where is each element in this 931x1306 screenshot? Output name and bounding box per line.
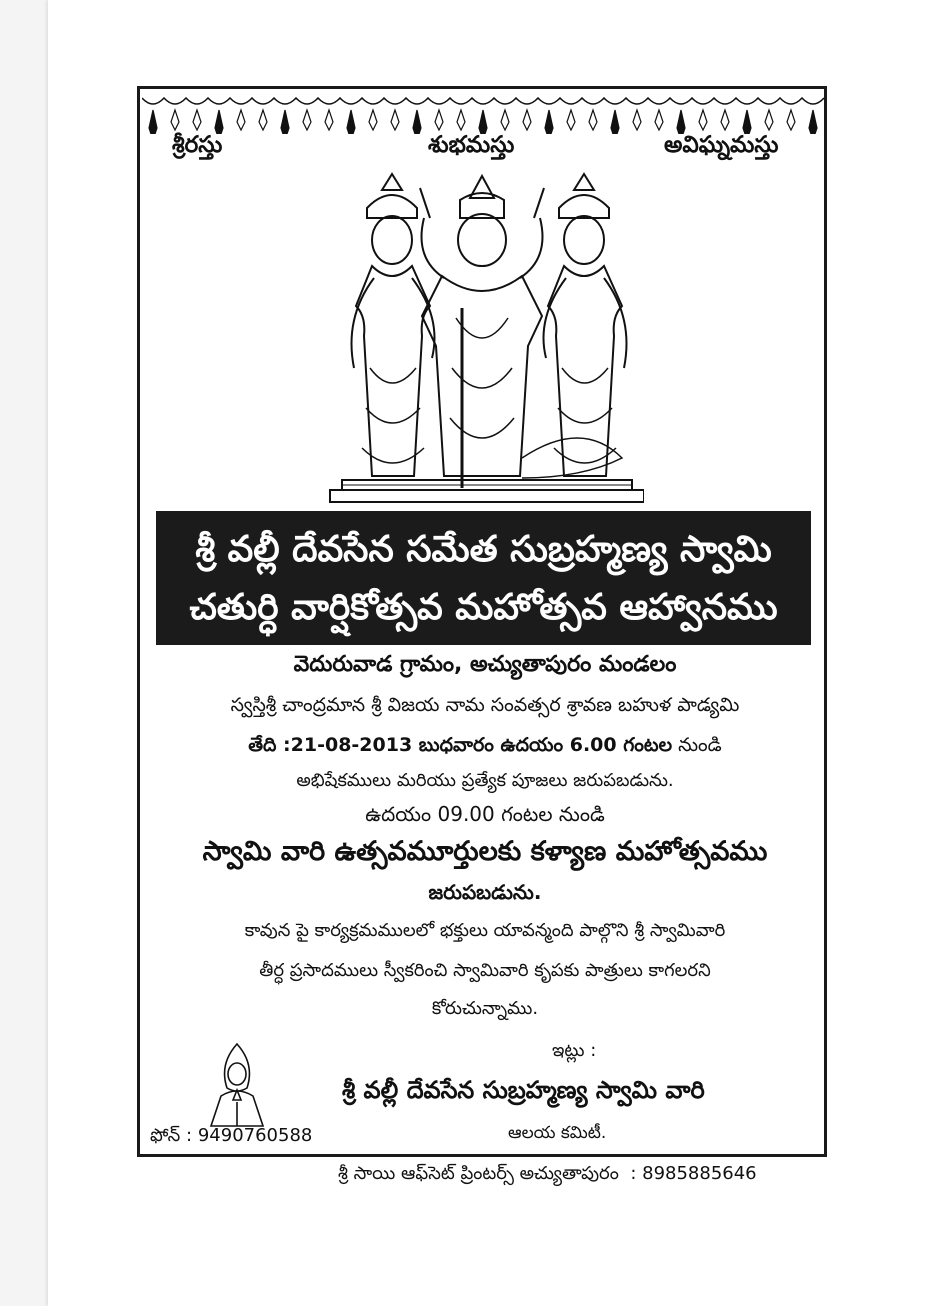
- signatory: శ్రీ వల్లీ దేవసేన సుబ్రహ్మణ్య స్వామి వారి: [342, 1076, 705, 1104]
- committee-label: ఆలయ కమిటీ.: [508, 1123, 607, 1143]
- date-line: [150, 734, 820, 761]
- date-line-rest: నుండి: [672, 734, 722, 756]
- morning-time-line: ఉదయం 09.00 గంటల నుండి: [365, 802, 605, 826]
- blessing-shubhamastu: శుభమస్తు: [428, 132, 515, 158]
- blessing-shrirastu: శ్రీరస్తు: [172, 132, 223, 158]
- blessing-avighnamastu: అవిఘ్నమస్తు: [664, 132, 779, 158]
- kalyanam-line: స్వామి వారి ఉత్సవమూర్తులకు కళ్యాణ మహోత్సవము: [202, 836, 768, 867]
- title-banner: [156, 511, 811, 645]
- year-line: స్వస్తిశ్రీ చాంద్రమాన శ్రీ విజయ నామ సంవత్సర శ్రావణ బహుళ పాడ్యమి: [230, 694, 740, 716]
- itlu-label: ఇట్లు :: [552, 1040, 597, 1061]
- held-line: జరుపబడును.: [428, 880, 542, 904]
- deity-illustration: [322, 168, 644, 508]
- printer-phone: : 8985885646: [630, 1163, 757, 1184]
- phone-line: [150, 1125, 312, 1150]
- namaste-woman-illustration: [207, 1040, 267, 1132]
- date-line-bold: తేది :21-08-2013 బుధవారం ఉదయం 6.00 గంటల: [248, 734, 673, 756]
- abhishekam-line: అభిషేకములు మరియు ప్రత్యేక పూజలు జరుపబడును.: [296, 770, 674, 791]
- title-line-2: చతుర్ధి వార్షికోత్సవ మహోత్సవ ఆహ్వానము: [189, 587, 778, 628]
- phone-label: ఫోన్ :: [150, 1125, 193, 1146]
- printer-name: శ్రీ సాయి ఆఫ్‌సెట్ ప్రింటర్స్ అచ్యుతాపురం: [338, 1163, 619, 1184]
- place-line: వెదురువాడ గ్రామం, అచ్యుతాపురం మండలం: [293, 652, 677, 677]
- invite-line-1: కావున పై కార్యక్రమములలో భక్తులు యావన్మంది పాల్గొని శ్రీ స్వామివారి: [244, 920, 726, 941]
- invite-line-3: కోరుచున్నాము.: [431, 998, 539, 1019]
- toran-garland-border: [142, 92, 824, 134]
- title-line-1: శ్రీ వల్లీ దేవసేన సమేత సుబ్రహ్మణ్య స్వామి: [195, 529, 772, 570]
- invite-line-2: తీర్ధ ప్రసాదములు స్వీకరించి స్వామివారి కృపకు పాత్రులు కాగలరని: [259, 960, 711, 981]
- printer-credit: [338, 1163, 757, 1188]
- phone-number: 9490760588: [197, 1125, 313, 1146]
